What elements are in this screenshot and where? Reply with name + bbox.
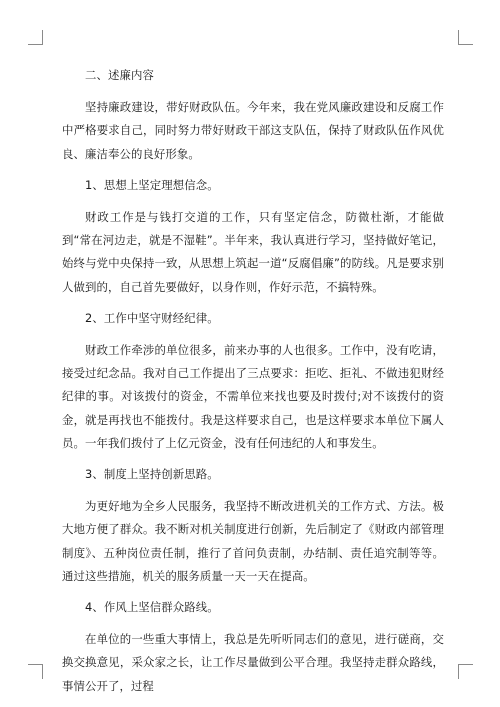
paragraph-1: 财政工作是与钱打交道的工作，只有坚定信念，防微杜渐，才能做到“常在河边走，就是不湿鞋”。半年来，我认真进行学习，坚持做好笔记，始终与党中央保持一致，从思想上筑起一道“反腐倡廉”的防线。凡是要求别人做到的，自己首先要做好，以身作则，作好示范，不搞特殊。 bbox=[62, 210, 444, 294]
crop-mark-bottom-right bbox=[458, 664, 473, 679]
paragraph-2: 财政工作牵涉的单位很多，前来办事的人也很多。工作中，没有吃请，接受过纪念品。我对自己工作提出了三点要求：拒吃、拒礼、不做违犯财经纪律的事。对该拨付的资金，不需单位来找也要及时拨付;对不该拨付的资金，就是再找也不能拨付。我是这样要求自己，也是这样要求本单位下属人员。一年我们拨付了上亿元资金，没有任何违纪的人和事发生。 bbox=[62, 343, 444, 450]
paragraph-4: 在单位的一些重大事情上，我总是先听听同志们的意见，进行磋商，交换交换意见，采众家之长，让工作尽量做到公平合理。我坚持走群众路线，事情公开了，过程 bbox=[62, 632, 444, 693]
paragraph-intro: 坚持廉政建设，带好财政队伍。今年来，我在党风廉政建设和反腐工作中严格要求自己，同时努力带好财政干部这支队伍，保持了财政队伍作风优良、廉洁奉公的良好形象。 bbox=[62, 100, 444, 161]
subheading-3: 3、制度上坚持创新思路。 bbox=[85, 467, 219, 482]
crop-mark-top-right bbox=[458, 30, 473, 45]
crop-mark-bottom-left bbox=[28, 664, 43, 679]
crop-mark-top-left bbox=[28, 30, 43, 45]
subheading-2: 2、工作中坚守财经纪律。 bbox=[85, 310, 219, 325]
section-title: 二、述廉内容 bbox=[85, 68, 154, 82]
subheading-1: 1、思想上坚定理想信念。 bbox=[85, 177, 219, 192]
subheading-4: 4、作风上坚信群众路线。 bbox=[85, 600, 219, 615]
document-body bbox=[62, 64, 444, 706]
paragraph-3: 为更好地为全乡人民服务，我坚持不断改进机关的工作方式、方法。极大地方便了群众。我不断对机关制度进行创新，先后制定了《财政内部管理制度》、五种岗位责任制，推行了首问负责制，办结制、责任追究制等等。通过这些措施，机关的服务质量一天一天在提高。 bbox=[62, 499, 444, 583]
